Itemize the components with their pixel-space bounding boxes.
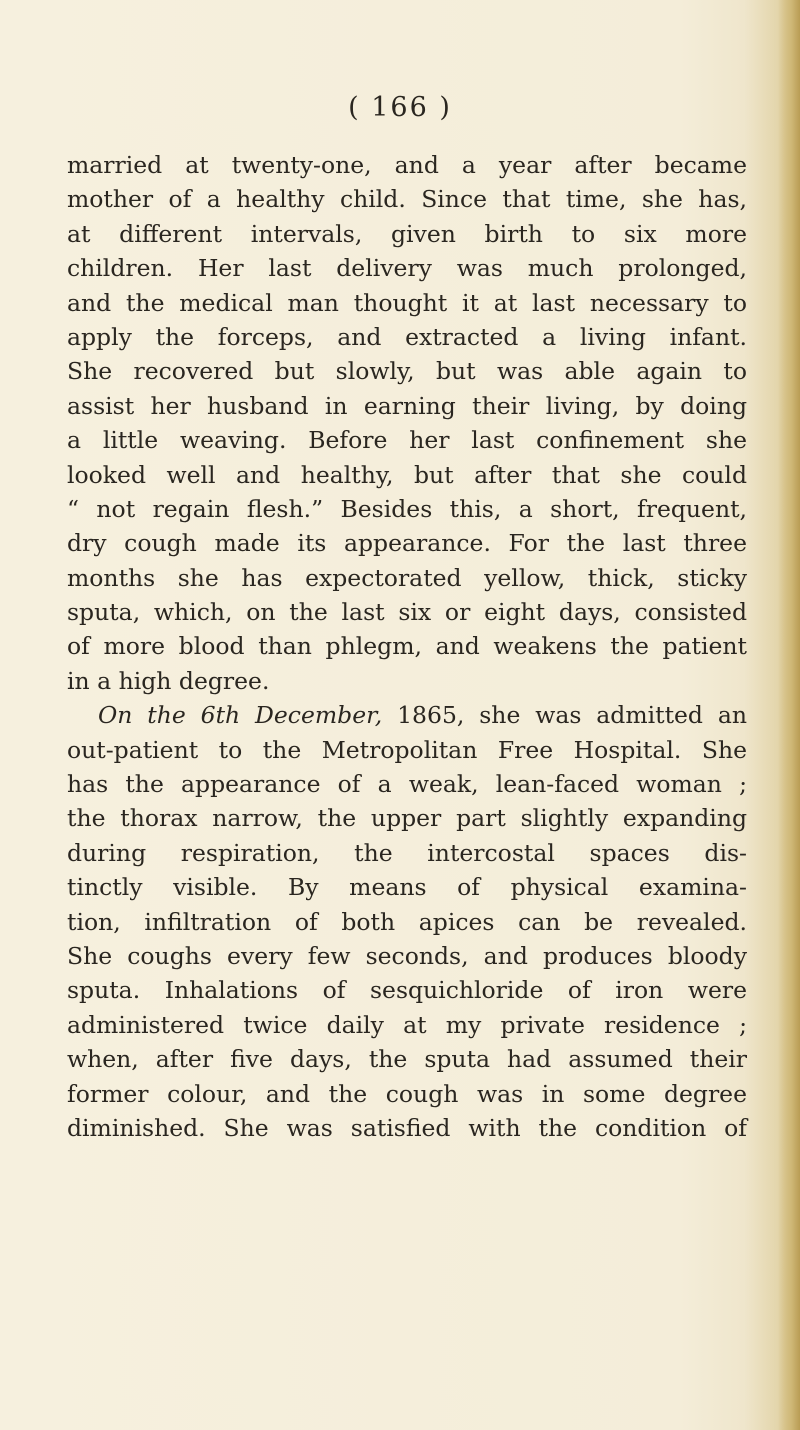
text-line: months she has expectorated yellow, thick, sticky [67,563,747,592]
text-line: married at twenty-one, and a year after became [67,151,747,179]
text-line: mother of a healthy child. Since that time, she has, [67,185,747,214]
first-line-rest: 1865, she was admitted an [382,701,747,730]
text-line: She recovered but slowly, but was able again to [67,357,747,386]
text-line: of more blood than phlegm, and weakens the patient [67,632,747,661]
text-line: former colour, and the cough was in some degree [67,1079,747,1108]
text-line: and the medical man thought it at last necessary to [67,288,747,317]
page-edge-shadow [778,0,800,1430]
text-line: apply the forceps, and extracted a living infant. [67,322,747,351]
text-line: administered twice daily at my private residence ; [67,1010,747,1039]
page-number: ( 166 ) [348,92,452,123]
text-line: the thorax narrow, the upper part slightly expanding [67,804,747,833]
body-text [67,148,747,1145]
text-line: tion, infiltration of both apices can be revealed. [67,907,747,936]
italic-date-lead: On the 6th December, [98,701,383,730]
text-line: during respiration, the intercostal spaces dis- [67,838,747,867]
text-line: “ not regain flesh.” Besides this, a short, frequent, [67,494,747,523]
text-line: diminished. She was satisfied with the condition of [67,1113,747,1142]
text-line: dry cough made its appearance. For the last three [67,529,747,558]
text-line: sputa. Inhalations of sesquichloride of iron were [67,976,747,1005]
text-line: She coughs every few seconds, and produces bloody [67,941,747,970]
text-line: children. Her last delivery was much prolonged, [67,254,747,283]
text-line: in a high degree. [67,666,270,695]
text-line: at different intervals, given birth to six more [67,219,747,248]
text-line: sputa, which, on the last six or eight days, consisted [67,598,747,627]
text-line: has the appearance of a weak, lean-faced woman ; [67,770,747,799]
text-line: a little weaving. Before her last confinement she [67,426,747,455]
text-line: looked well and healthy, but after that she could [67,460,747,489]
text-line: assist her husband in earning their living, by doing [67,391,747,420]
text-line: tinctly visible. By means of physical examina- [67,873,747,902]
paragraph-first-line [67,698,747,732]
text-line: out-patient to the Metropolitan Free Hospital. She [67,735,747,764]
text-line: when, after five days, the sputa had assumed their [67,1045,747,1074]
